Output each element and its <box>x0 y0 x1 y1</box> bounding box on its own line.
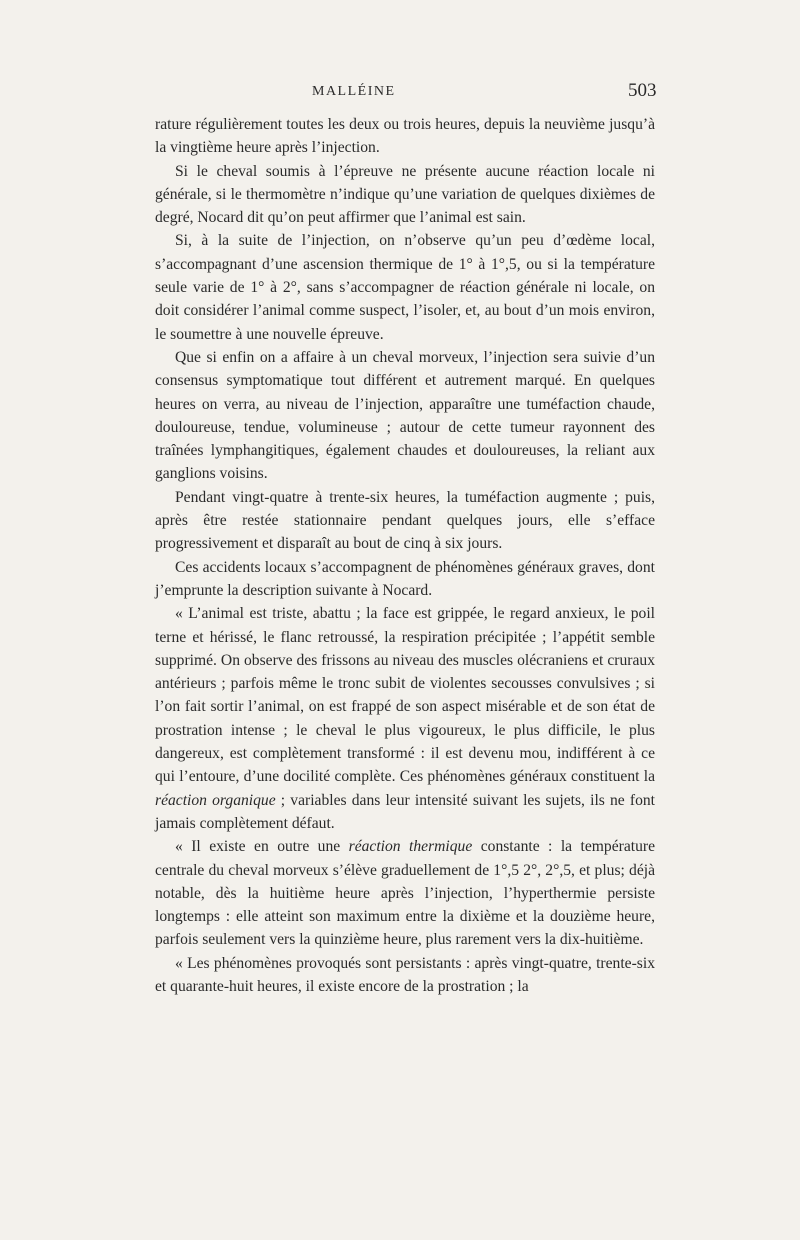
paragraph <box>155 835 655 951</box>
text-run: Si le cheval soumis à l’épreuve ne présente aucune réaction locale ni générale, si le thermomètre n’indique qu’une variation de quelques dixièmes de degré, Nocard dit qu’on peut affirmer que l’animal est sain. <box>155 162 655 227</box>
text-run: constante : la température centrale du cheval morveux s’élève graduellement de 1°,5 2°, 2°,5, et plus; déjà notable, dès la huitième heure après l’injection, l’hyperthermie persiste longtemps : elle atteint son maximum entre la dixième et la douzième heure, parfois seulement vers la quinzième heure, plus rarement vers la dix-huitième. <box>155 838 655 949</box>
text-run: Si, à la suite de l’injection, on n’observe qu’un peu d’œdème local, s’accompagnant d’une ascension thermique de 1° à 1°,5, ou si la température seule varie de 1° à 2°, sans s’accompagner de réaction générale ni locale, on doit considérer l’animal comme suspect, l’isoler, et, au bout d’un mois environ, le soumettre à une nouvelle épreuve. <box>155 232 655 343</box>
body-text <box>155 113 655 998</box>
text-run: « Les phénomènes provoqués sont persistants : après vingt-quatre, trente-six et quarante-huit heures, il existe encore de la prostration ; la <box>155 954 655 995</box>
page-number: 503 <box>628 80 657 101</box>
paragraph <box>155 229 655 345</box>
paragraph <box>155 486 655 556</box>
paragraph <box>155 346 655 486</box>
text-run: Que si enfin on a affaire à un cheval morveux, l’injection sera suivie d’un consensus symptomatique tout différent et autrement marqué. En quelques heures on verra, au niveau de l’injection, apparaître une tuméfaction chaude, douloureuse, tendue, volumineuse ; autour de cette tumeur rayonnent des traînées lymphangitiques, également chaudes et douloureuses, la reliant aux ganglions voisins. <box>155 348 655 483</box>
text-run: rature régulièrement toutes les deux ou trois heures, depuis la neuvième jusqu’à la vingtième heure après l’injection. <box>155 116 655 157</box>
paragraph <box>155 160 655 230</box>
paragraph <box>155 113 655 160</box>
paragraph <box>155 602 655 835</box>
text-run: « L’animal est triste, abattu ; la face est grippée, le regard anxieux, le poil terne et hérissé, le flanc retroussé, la respiration précipitée ; l’appétit semble supprimé. On observe des frissons au niveau des muscles olécraniens et cruraux antérieurs ; parfois même le tronc subit de violentes secousses convulsives ; si l’on fait sortir l’animal, on est frappé de son aspect misérable et de son état de prostration intense ; le cheval le plus vigoureux, le plus difficile, le plus dangereux, est complètement transformé : il est devenu mou, indifférent à ce qui l’entoure, d’une docilité complète. Ces phénomènes généraux constituent la <box>155 605 655 786</box>
text-run: « Il existe en outre une <box>175 838 349 856</box>
text-run: Pendant vingt-quatre à trente-six heures, la tuméfaction augmente ; puis, après être restée stationnaire pendant quelques jours, elle s’efface progressivement et disparaît au bout de cinq à six jours. <box>155 488 655 553</box>
running-title: MALLÉINE <box>312 84 396 99</box>
italic-term: réaction thermique <box>348 838 473 856</box>
paragraph <box>155 952 655 999</box>
text-run: ; variables dans leur intensité suivant les sujets, ils ne font jamais complètement défaut. <box>155 791 655 832</box>
running-head <box>0 80 800 104</box>
italic-term: réaction organique <box>155 791 276 809</box>
text-run: Ces accidents locaux s’accompagnent de phénomènes généraux graves, dont j’emprunte la description suivante à Nocard. <box>155 558 655 599</box>
paragraph <box>155 556 655 603</box>
